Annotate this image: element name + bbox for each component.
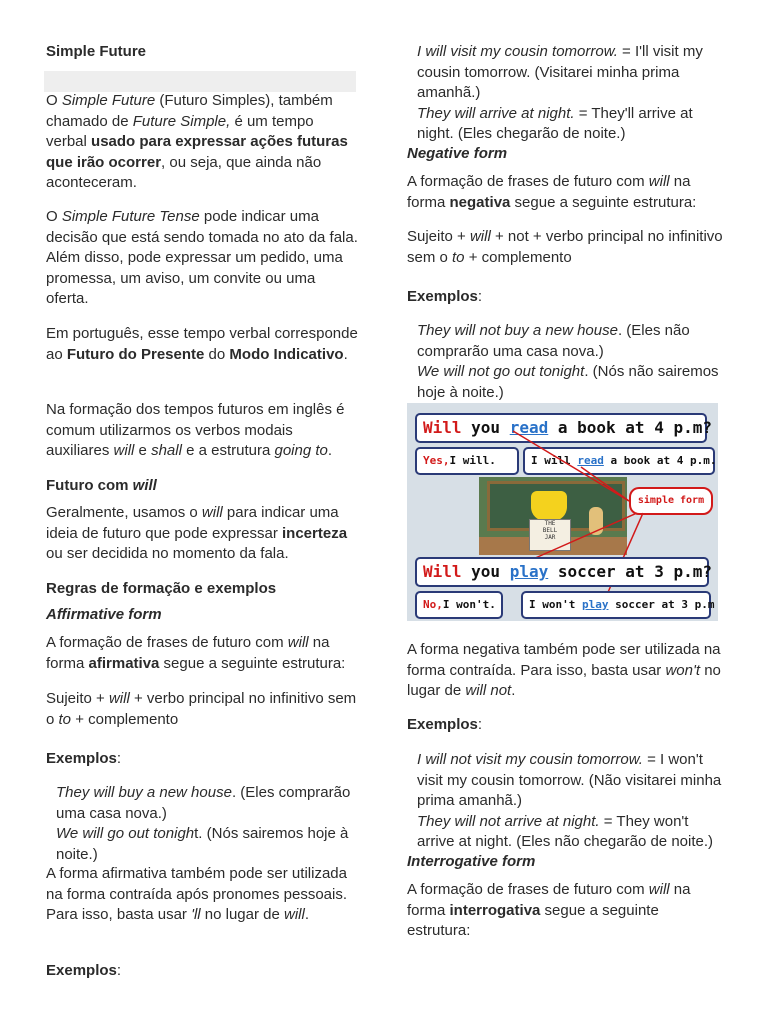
future-will-illustration bbox=[407, 403, 718, 621]
example-item: They will buy a new house. (Eles comprarão uma casa nova.) bbox=[56, 784, 351, 822]
examples-label-2: Exemplos: bbox=[407, 716, 483, 733]
interrogative-paragraph: A formação de frases de futuro com will na forma interrogativa segue a seguinte estrutura: bbox=[407, 881, 691, 939]
negative-examples bbox=[407, 321, 719, 403]
affirmative-heading: Affirmative form bbox=[46, 606, 162, 623]
page-title: Simple Future bbox=[46, 43, 147, 60]
contracted-examples bbox=[407, 42, 719, 145]
example-item: They will not arrive at night. = They won't arrive at night. (Eles não chegarão de noite.) bbox=[417, 812, 714, 850]
question-read-box: Will you read a book at 4 p.m? bbox=[415, 413, 707, 443]
affirmative-paragraph: A formação de frases de futuro com will na forma afirmativa segue a seguinte estrutura: bbox=[46, 634, 346, 672]
example-item: They will not buy a new house. (Eles não comprarão uma casa nova.) bbox=[417, 322, 690, 360]
answer-read-box: I will read a book at 4 p.m. bbox=[523, 447, 715, 475]
example-item: We will not go out tonight. (Nós não sairemos hoje à noite.) bbox=[417, 363, 719, 401]
negative-paragraph: A formação de frases de futuro com will na forma negativa segue a seguinte estrutura: bbox=[407, 173, 697, 211]
examples-label: Exemplos: bbox=[407, 288, 483, 305]
intro-paragraph-3: Em português, esse tempo verbal corresponde ao Futuro do Presente do Modo Indicativo. bbox=[46, 325, 358, 363]
book-cover: THE BELL JAR bbox=[529, 519, 571, 551]
intro-paragraph-2: O Simple Future Tense pode indicar uma decisão que está sendo tomada no ato da fala. Além disso, pode expressar um pedido, uma promessa, um aviso, um convite ou uma oferta. bbox=[46, 208, 358, 307]
rules-heading: Regras de formação e exemplos bbox=[46, 580, 277, 597]
will-heading: Futuro com will bbox=[46, 477, 157, 494]
answer-play-box: I won't play soccer at 3 p.m bbox=[521, 591, 711, 619]
example-item: We will go out tonight. (Nós sairemos hoje à noite.) bbox=[56, 825, 349, 863]
example-item: They will arrive at night. = They'll arrive at night. (Eles chegarão de noite.) bbox=[417, 104, 693, 142]
question-play-box: Will you play soccer at 3 p.m? bbox=[415, 557, 709, 587]
negative-structure: Sujeito + will + not + verbo principal no infinitivo sem o to + complemento bbox=[407, 228, 723, 266]
contracted-paragraph: A forma afirmativa também pode ser utilizada na forma contraída após pronomes pessoais. Para isso, basta usar 'll no lugar de will. bbox=[46, 865, 348, 923]
intro-paragraph-1: O Simple Future (Futuro Simples), também chamado de Future Simple, é um tempo verbal usado para expressar ações futuras que irão ocorrer, ou seja, que ainda não aconteceram. bbox=[46, 92, 348, 191]
negative-contracted-examples bbox=[407, 750, 725, 853]
gray-divider bbox=[44, 71, 356, 92]
affirmative-structure: Sujeito + will + verbo principal no infinitivo sem o to + complemento bbox=[46, 690, 357, 728]
answer-no-box: No,I won't. bbox=[415, 591, 503, 619]
arrow-to-read-question bbox=[513, 431, 629, 501]
intro-paragraph-4: Na formação dos tempos futuros em inglês é comum utilizarmos os verbos modais auxiliares will e shall e a estrutura going to. bbox=[46, 401, 345, 459]
arrows-overlay bbox=[407, 403, 718, 621]
example-item: I will visit my cousin tomorrow. = I'll visit my cousin tomorrow. (Visitarei minha prima amanhã.) bbox=[417, 43, 703, 101]
affirmative-examples bbox=[46, 783, 358, 865]
example-item: I will not visit my cousin tomorrow. = I won't visit my cousin tomorrow. (Não visitarei minha prima amanhã.) bbox=[417, 751, 722, 809]
simple-form-label: simple form bbox=[629, 487, 713, 515]
interrogative-heading: Interrogative form bbox=[407, 853, 536, 870]
answer-yes-box: Yes,I will. bbox=[415, 447, 519, 475]
will-paragraph: Geralmente, usamos o will para indicar uma ideia de futuro que pode expressar incerteza ou ser decidida no momento da fala. bbox=[46, 504, 348, 562]
examples-label-2: Exemplos: bbox=[46, 962, 122, 979]
examples-label: Exemplos: bbox=[46, 750, 122, 767]
negative-contracted-paragraph: A forma negativa também pode ser utilizada na forma contraída. Para isso, basta usar won't no lugar de will not. bbox=[407, 641, 721, 699]
arrow-to-read-answer bbox=[581, 467, 629, 501]
negative-heading: Negative form bbox=[407, 145, 508, 162]
